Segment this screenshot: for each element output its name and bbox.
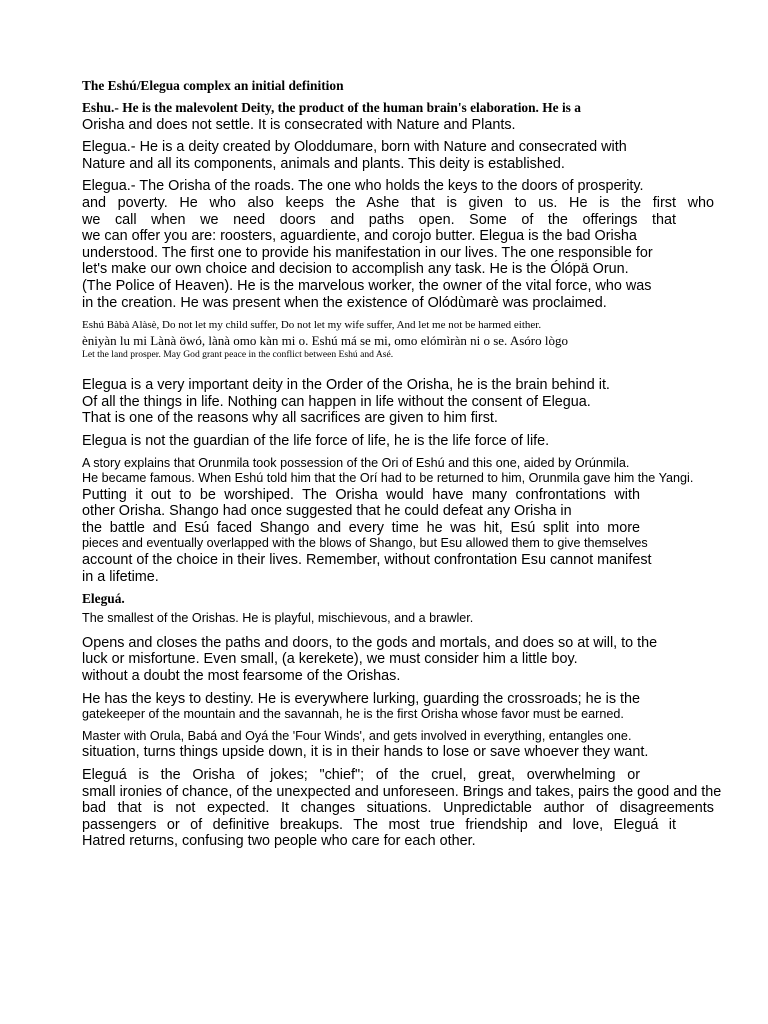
text-line: situation, turns things upside down, it is in their hands to lose or save whoever they want. (82, 744, 649, 761)
paragraph-elegua-importance (82, 377, 762, 427)
text-line: understood. The first one to provide his manifestation in our lives. The one responsible for (82, 244, 653, 261)
text-line: He became famous. When Eshú told him that the Orí had to be returned to him, Orunmila gave him the Yangi. (82, 471, 694, 486)
text-line: luck or misfortune. Even small, (a kerekete), we must consider him a little boy. (82, 651, 578, 668)
paragraph-elegua-roads (82, 178, 762, 311)
text-line: in a lifetime. (82, 568, 159, 585)
text-line: Master with Orula, Babá and Oyá the 'Four Winds', and gets involved in everything, entangles one. (82, 728, 632, 743)
text-line: small ironies of chance, of the unexpected and unforeseen. Brings and takes, pairs the good and the (82, 783, 722, 800)
text-line: Elegua.- He is a deity created by Oloddumare, born with Nature and consecrated with (82, 139, 627, 156)
text-line: the battle and Esú faced Shango and every time he was hit, Esú split into more (82, 519, 640, 536)
text-line: we can offer you are: roosters, aguardiente, and corojo butter. Elegua is the bad Orisha (82, 228, 637, 245)
text-line: Elegua is not the guardian of the life force of life, he is the life force of life. (82, 432, 550, 449)
paragraph-smallest-orisha (82, 611, 762, 627)
text-line: Elegua.- The Orisha of the roads. The one who holds the keys to the doors of prosperity. (82, 178, 644, 195)
text-line: That is one of the reasons why all sacrifices are given to him first. (82, 410, 498, 427)
text-line: Elegua is a very important deity in the Order of the Orisha, he is the brain behind it. (82, 377, 610, 394)
paragraph-eshu-definition (82, 100, 762, 133)
paragraph-four-winds (82, 729, 762, 761)
paragraph-prayer (82, 317, 762, 361)
text-line: let's make our own choice and decision to accomplish any task. He is the Ólópä Orun. (82, 261, 629, 278)
document-page (82, 78, 762, 856)
paragraph-story-orunmila (82, 456, 762, 586)
text-line: Opens and closes the paths and doors, to the gods and mortals, and does so at will, to the (82, 634, 658, 651)
paragraph-life-force (82, 433, 762, 450)
text-line: Of all the things in life. Nothing can happen in life without the consent of Elegua. (82, 393, 591, 410)
paragraph-paths-doors (82, 635, 762, 685)
text-line: in the creation. He was present when the existence of Olódùmarè was proclaimed. (82, 294, 607, 311)
document-title: The Eshú/Elegua complex an initial definition (82, 78, 344, 93)
text-line: bad that is not expected. It changes situations. Unpredictable author of disagreements (82, 800, 714, 817)
prayer-line: Let the land prosper. May God grant peace in the conflict between Eshú and Asé. (82, 349, 394, 361)
text-line: we call when we need doors and paths open. Some of the offerings that (82, 211, 676, 228)
text-line: pieces and eventually overlapped with the blows of Shango, but Esu allowed them to give themselves (82, 536, 648, 551)
text-line: Nature and all its components, animals and plants. This deity is established. (82, 155, 565, 172)
text-line: Orisha and does not settle. It is consecrated with Nature and Plants. (82, 116, 516, 133)
text-line: other Orisha. Shango had once suggested that he could defeat any Orisha in (82, 503, 572, 520)
section-heading-elegua: Eleguá. (82, 591, 125, 607)
text-line: He has the keys to destiny. He is everywhere lurking, guarding the crossroads; he is the (82, 690, 641, 707)
text-line: Eleguá is the Orisha of jokes; "chief"; of the cruel, great, overwhelming or (82, 767, 640, 783)
paragraph-elegua-deity (82, 139, 762, 172)
text-line: Putting it out to be worshiped. The Orisha would have many confrontations with (82, 486, 640, 503)
text-line: Eshu.- He is the malevolent Deity, the product of the human brain's elaboration. He is a (82, 100, 581, 115)
paragraph-keys-destiny (82, 691, 762, 723)
text-line: and poverty. He who also keeps the Ashe that is given to us. He is the first who (82, 194, 714, 211)
text-line: passengers or of definitive breakups. The most true friendship and love, Eleguá it (82, 816, 676, 833)
text-line: A story explains that Orunmila took possession of the Ori of Eshú and this one, aided by Orúnmila. (82, 455, 630, 470)
text-line: The smallest of the Orishas. He is playful, mischievous, and a brawler. (82, 611, 474, 626)
text-line: (The Police of Heaven). He is the marvelous worker, the owner of the vital force, who was (82, 277, 652, 294)
text-line: Hatred returns, confusing two people who care for each other. (82, 833, 476, 850)
prayer-line: Eshú Bàbà Alàsè, Do not let my child suffer, Do not let my wife suffer, And let me not be harmed either. (82, 319, 542, 332)
prayer-line: èniyàn lu mi Lànà öwó, lànà omo kàn mi o. Eshú má se mi, omo elómìràn ni o se. Asóro lògo (82, 333, 568, 349)
text-line: account of the choice in their lives. Remember, without confrontation Esu cannot manifest (82, 552, 652, 569)
text-line: without a doubt the most fearsome of the Orishas. (82, 668, 401, 685)
text-line: gatekeeper of the mountain and the savannah, he is the first Orisha whose favor must be earned. (82, 707, 624, 722)
paragraph-orisha-jokes (82, 767, 762, 850)
